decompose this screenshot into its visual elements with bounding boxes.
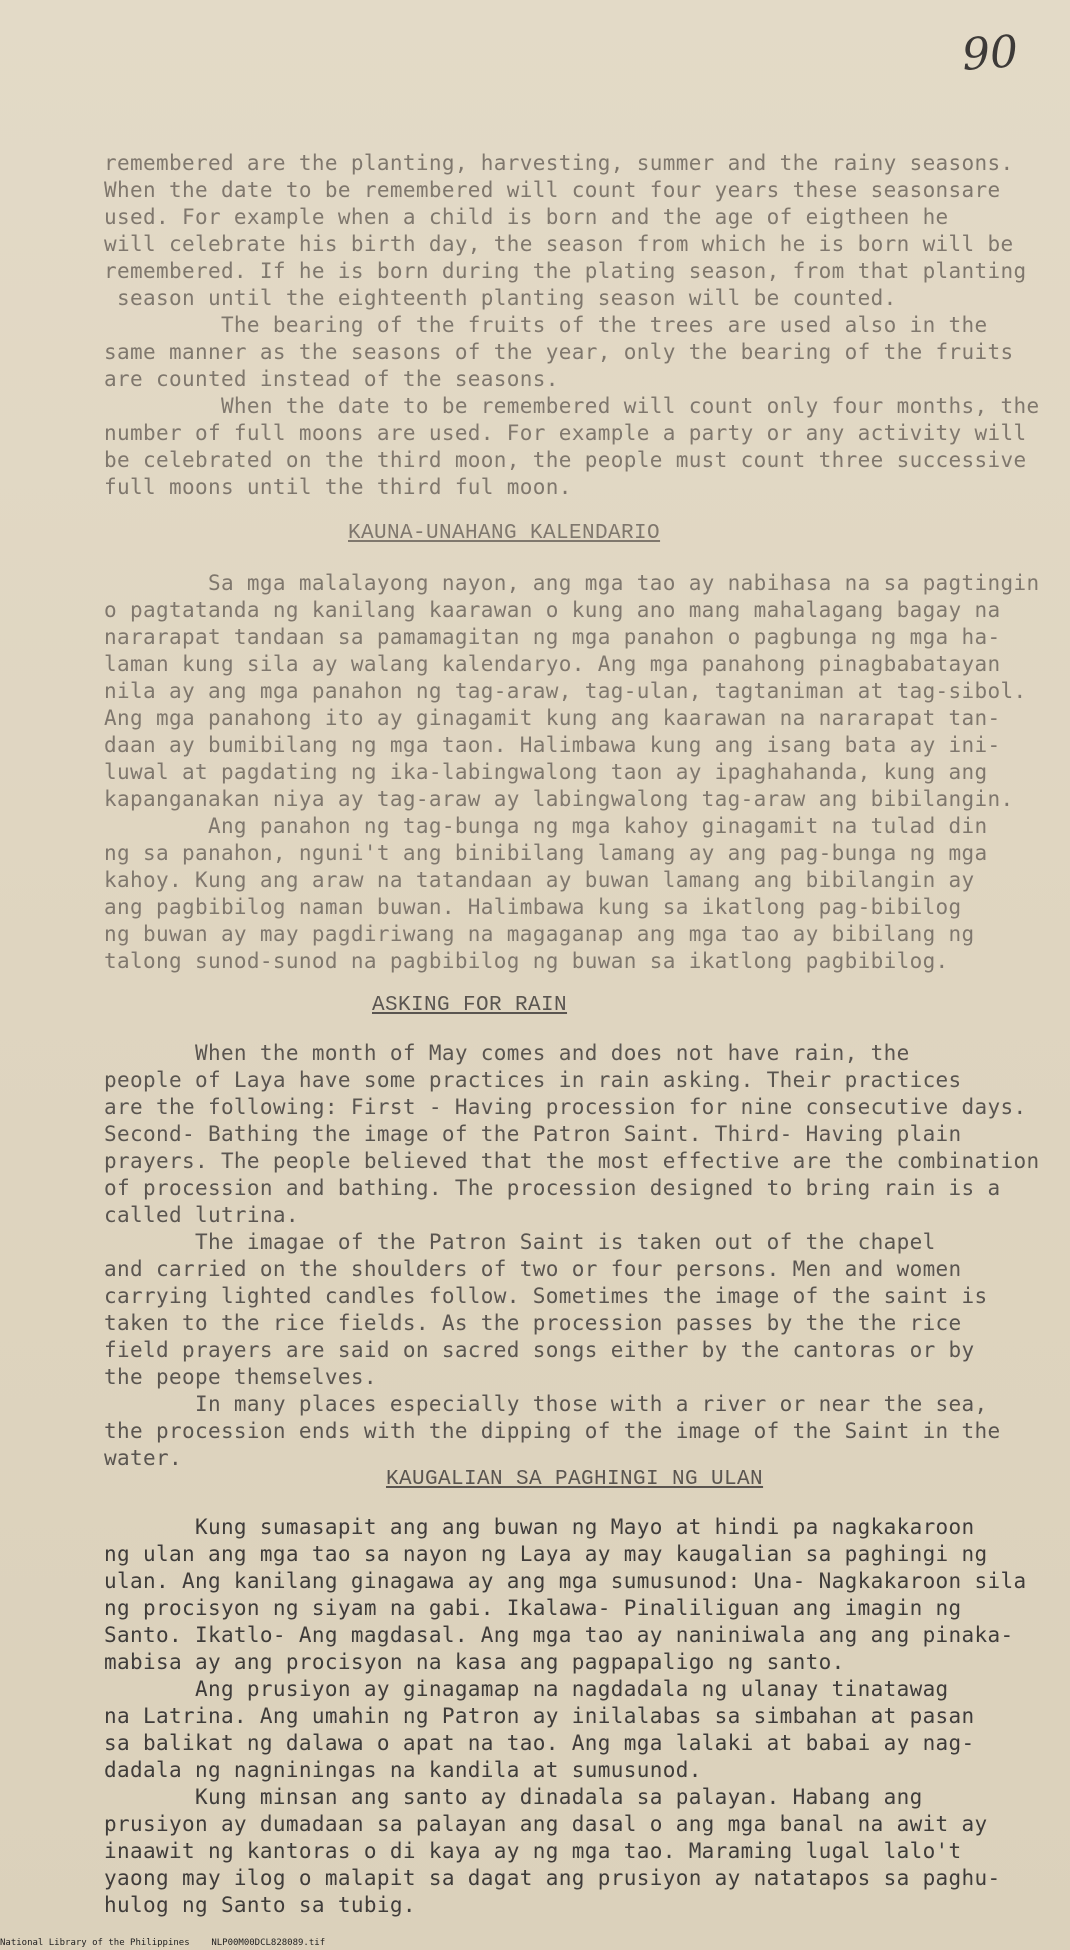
text-line: ulan. Ang kanilang ginagawa ay ang mga sumusunod: Una- Nagkakaroon sila (104, 1569, 1027, 1593)
text-line: remembered are the planting, harvesting, summer and the rainy seasons. (104, 151, 1014, 175)
paragraph-block-asking-for-rain (104, 1040, 1040, 1472)
text-line: kapanganakan niya ay tag-araw ay labingwalong tag-araw ang bibilangin. (104, 787, 1014, 811)
text-line: are counted instead of the seasons. (104, 367, 559, 391)
text-line: The bearing of the fruits of the trees are used also in the (104, 313, 988, 337)
text-line: kahoy. Kung ang araw na tatandaan ay buwan lamang ang bibilangin ay (104, 868, 975, 892)
text-line: ng sa panahon, nguni't ang binibilang lamang ay ang pag-bunga ng mga (104, 841, 988, 865)
text-line: When the month of May comes and does not have rain, the (104, 1041, 910, 1065)
section-heading-paghingi-ng-ulan: KAUGALIAN SA PAGHINGI NG ULAN (386, 1468, 764, 1491)
text-line: ng procisyon ng siyam na gabi. Ikalawa- Pinaliliguan ang imagin ng (104, 1596, 962, 1620)
text-line: Santo. Ikatlo- Ang magdasal. Ang mga tao ay naniniwala ang ang pinaka- (104, 1623, 1014, 1647)
text-line: Sa mga malalayong nayon, ang mga tao ay nabihasa na sa pagtingin (104, 571, 1040, 595)
text-line: people of Laya have some practices in rain asking. Their practices (104, 1068, 962, 1092)
text-line: ang pagbibilog naman buwan. Halimbawa kung sa ikatlong pag-bibilog (104, 895, 962, 919)
text-line: water. (104, 1446, 182, 1470)
text-line: nila ay ang mga panahon ng tag-araw, tag-ulan, tagtaniman at tag-sibol. (104, 679, 1027, 703)
text-line: laman kung sila ay walang kalendaryo. Ang mga panahong pinagbabatayan (104, 652, 1001, 676)
text-line: sa balikat ng dalawa o apat na tao. Ang mga lalaki at babai ay nag- (104, 1731, 975, 1755)
text-line: will celebrate his birth day, the season from which he is born will be (104, 232, 1014, 256)
text-line: luwal at pagdating ng ika-labingwalong taon ay ipaghahanda, kung ang (104, 760, 988, 784)
text-line: the peope themselves. (104, 1365, 377, 1389)
text-line: are the following: First - Having procession for nine consecutive days. (104, 1095, 1027, 1119)
paragraph-block-paghingi-ng-ulan (104, 1514, 1027, 1919)
section-heading-kalendario: KAUNA-UNAHANG KALENDARIO (348, 522, 661, 545)
text-line: Ang panahon ng tag-bunga ng mga kahoy ginagamit na tulad din (104, 814, 988, 838)
paragraph-block-seasons (104, 150, 1040, 501)
text-line: Kung sumasapit ang ang buwan ng Mayo at hindi pa nagkakaroon (104, 1515, 975, 1539)
page-number: 90 (960, 26, 1020, 81)
archive-footer: National Library of the Philippines NLP00M00DCL828089.tif (0, 1938, 326, 1948)
text-line: be celebrated on the third moon, the people must count three successive (104, 448, 1027, 472)
paragraph-block-kalendario (104, 570, 1040, 975)
text-line: When the date to be remembered will count four years these seasonsare (104, 178, 1001, 202)
text-line: inaawit ng kantoras o di kaya ay ng mga tao. Maraming lugal lalo't (104, 1839, 962, 1863)
text-line: full moons until the third ful moon. (104, 475, 572, 499)
text-line: Kung minsan ang santo ay dinadala sa palayan. Habang ang (104, 1785, 923, 1809)
text-line: o pagtatanda ng kanilang kaarawan o kung ano mang mahalagang bagay na (104, 598, 1001, 622)
text-line: When the date to be remembered will count only four months, the (104, 394, 1040, 418)
text-line: same manner as the seasons of the year, only the bearing of the fruits (104, 340, 1014, 364)
text-line: hulog ng Santo sa tubig. (104, 1893, 416, 1917)
text-line: nararapat tandaan sa pamamagitan ng mga panahon o pagbunga ng mga ha- (104, 625, 1001, 649)
text-line: prusiyon ay dumadaan sa palayan ang dasal o ang mga banal na awit ay (104, 1812, 988, 1836)
text-line: ng buwan ay may pagdiriwang na magaganap ang mga tao ay bibilang ng (104, 922, 975, 946)
text-line: called lutrina. (104, 1203, 299, 1227)
text-line: na Latrina. Ang umahin ng Patron ay inilalabas sa simbahan at pasan (104, 1704, 975, 1728)
text-line: daan ay bumibilang ng mga taon. Halimbawa kung ang isang bata ay ini- (104, 733, 1001, 757)
text-line: The imagae of the Patron Saint is taken out of the chapel (104, 1230, 936, 1254)
text-line: mabisa ay ang procisyon na kasa ang pagpapaligo ng santo. (104, 1650, 845, 1674)
text-line: yaong may ilog o malapit sa dagat ang prusiyon ay natatapos sa paghu- (104, 1866, 1001, 1890)
section-heading-asking-for-rain: ASKING FOR RAIN (372, 994, 568, 1017)
text-line: used. For example when a child is born and the age of eigtheen he (104, 205, 949, 229)
text-line: talong sunod-sunod na pagbibilog ng buwan sa ikatlong pagbibilog. (104, 949, 949, 973)
text-line: remembered. If he is born during the plating season, from that planting (104, 259, 1027, 283)
text-line: carrying lighted candles follow. Sometimes the image of the saint is (104, 1284, 988, 1308)
text-line: season until the eighteenth planting season will be counted. (104, 286, 897, 310)
text-line: prayers. The people believed that the most effective are the combination (104, 1149, 1040, 1173)
text-line: Ang prusiyon ay ginagamap na nagdadala ng ulanay tinatawag (104, 1677, 949, 1701)
text-line: and carried on the shoulders of two or four persons. Men and women (104, 1257, 962, 1281)
text-line: field prayers are said on sacred songs either by the cantoras or by (104, 1338, 975, 1362)
text-line: ng ulan ang mga tao sa nayon ng Laya ay may kaugalian sa paghingi ng (104, 1542, 988, 1566)
text-line: Ang mga panahong ito ay ginagamit kung ang kaarawan na nararapat tan- (104, 706, 1001, 730)
text-line: the procession ends with the dipping of the image of the Saint in the (104, 1419, 1001, 1443)
text-line: number of full moons are used. For example a party or any activity will (104, 421, 1027, 445)
text-line: dadala ng nagniningas na kandila at sumusunod. (104, 1758, 702, 1782)
text-line: of procession and bathing. The procession designed to bring rain is a (104, 1176, 1001, 1200)
text-line: taken to the rice fields. As the procession passes by the the rice (104, 1311, 962, 1335)
text-line: In many places especially those with a river or near the sea, (104, 1392, 988, 1416)
text-line: Second- Bathing the image of the Patron Saint. Third- Having plain (104, 1122, 962, 1146)
